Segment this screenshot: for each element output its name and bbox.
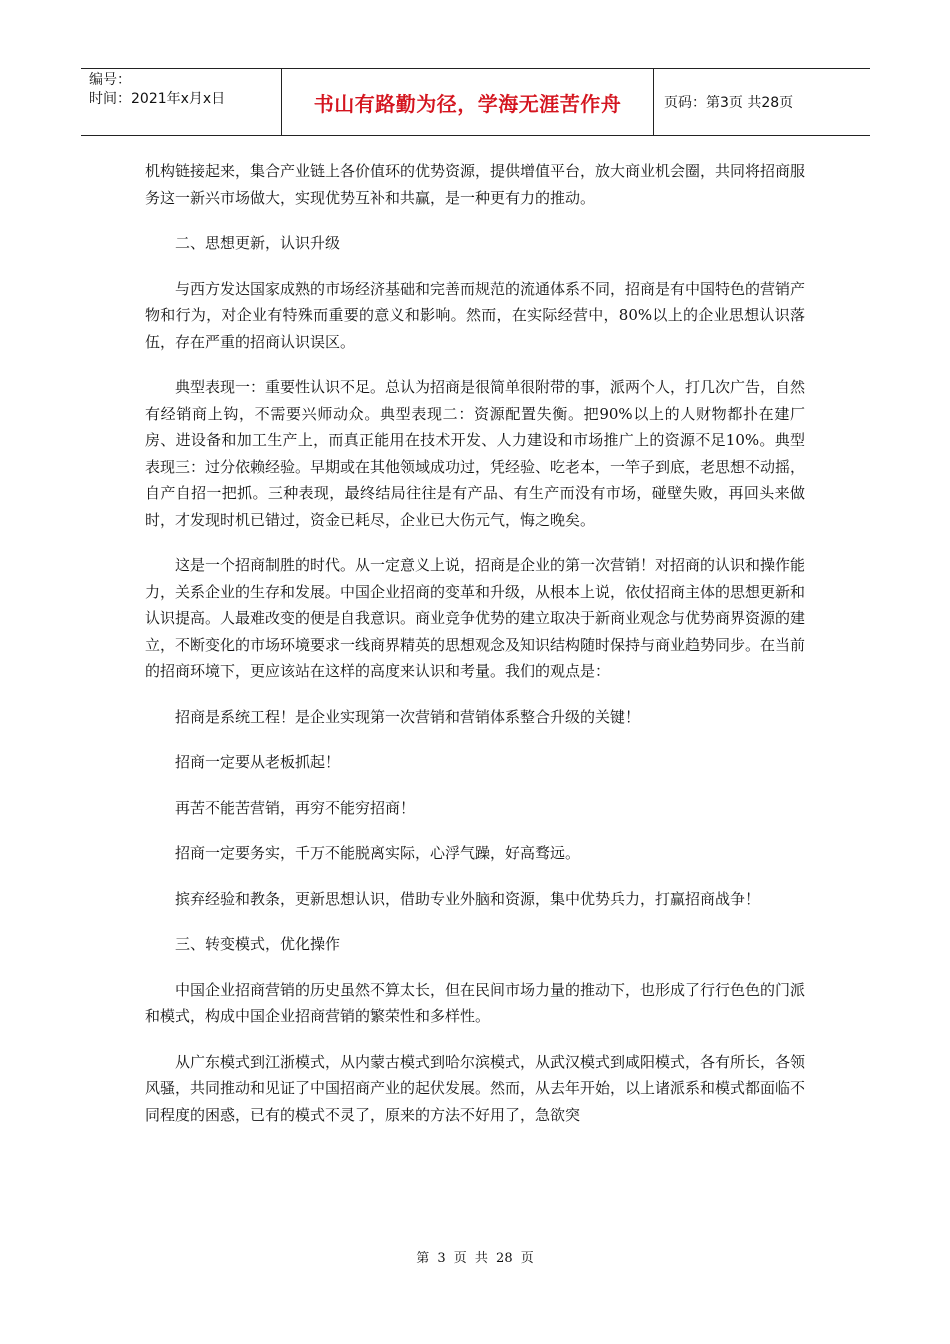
paragraph: 中国企业招商营销的历史虽然不算太长，但在民间市场力量的推动下，也形成了行行色色的门派和模式，构成中国企业招商营销的繁荣性和多样性。: [145, 980, 806, 1025]
page-footer: 第 3 页 共 28 页: [416, 1251, 534, 1266]
header-page-info: 页码：第3页 共28页: [664, 95, 794, 111]
header-meta-cell: [81, 69, 282, 135]
document-body: [145, 158, 805, 1147]
section-heading-3: 三、转变模式，优化操作: [175, 935, 341, 953]
paragraph-continued: 机构链接起来，集合产业链上各价值环的优势资源，提供增值平台，放大商业机会圈，共同将招商服务这一新兴市场做大，实现优势互补和共赢，是一种更有力的推动。: [145, 162, 806, 207]
number-label: 编号：: [89, 72, 131, 88]
viewpoint-item: 再苦不能苦营销，再穷不能穷招商！: [175, 798, 416, 817]
time-label: 时间：2021年x月x日: [89, 91, 226, 107]
viewpoint-item: 摈弃经验和教条，更新思想认识，借助专业外脑和资源，集中优势兵力，打赢招商战争！: [175, 889, 761, 908]
viewpoint-item: 招商是系统工程！是企业实现第一次营销和营销体系整合升级的关键！: [175, 707, 641, 726]
section-heading-2: 二、思想更新，认识升级: [175, 234, 341, 252]
viewpoint-item: 招商一定要从老板抓起！: [175, 753, 341, 771]
paragraph: 这是一个招商制胜的时代。从一定意义上说，招商是企业的第一次营销！对招商的认识和操作能力，关系企业的生存和发展。中国企业招商的变革和升级，从根本上说，依仗招商主体的思想更新和认识提高。人最难改变的便是自我意识。商业竞争优势的建立取决于新商业观念与优势商界资源的建立，不断变化的市场环境要求一线商界精英的思想观念及知识结构随时保持与商业趋势同步。在当前的招商环境下，更应该站在这样的高度来认识和考量。我们的观点是：: [145, 556, 806, 680]
paragraph: 与西方发达国家成熟的市场经济基础和完善而规范的流通体系不同，招商是有中国特色的营销产物和行为，对企业有特殊而重要的意义和影响。然而，在实际经营中，80%以上的企业思想认识落伍，存在严重的招商认识误区。: [145, 279, 806, 351]
paragraph: 典型表现一：重要性认识不足。总认为招商是很简单很附带的事，派两个人，打几次广告，自然有经销商上钩，不需要兴师动众。典型表现二：资源配置失衡。把90%以上的人财物都扑在建厂房、进设备和加工生产上，而真正能用在技术开发、人力建设和市场推广上的资源不足10%。典型表现三：过分依赖经验。早期或在其他领域成功过，凭经验、吃老本，一竿子到底，老思想不动摇，自产自招一把抓。三种表现，最终结局往往是有产品、有生产而没有市场，碰壁失败，再回头来做时，才发现时机已错过，资金已耗尽，企业已大伤元气，悔之晚矣。: [145, 378, 806, 529]
header-motto: 书山有路勤为径，学海无涯苦作舟: [282, 69, 654, 135]
viewpoint-item: 招商一定要务实，千万不能脱离实际，心浮气躁，好高骛远。: [175, 844, 581, 862]
document-header: [81, 68, 870, 136]
paragraph: 从广东模式到江浙模式，从内蒙古模式到哈尔滨模式，从武汉模式到咸阳模式，各有所长，各领风骚，共同推动和见证了中国招商产业的起伏发展。然而，从去年开始，以上诸派系和模式都面临不同程度的困惑，已有的模式不灵了，原来的方法不好用了，急欲突: [145, 1052, 806, 1124]
